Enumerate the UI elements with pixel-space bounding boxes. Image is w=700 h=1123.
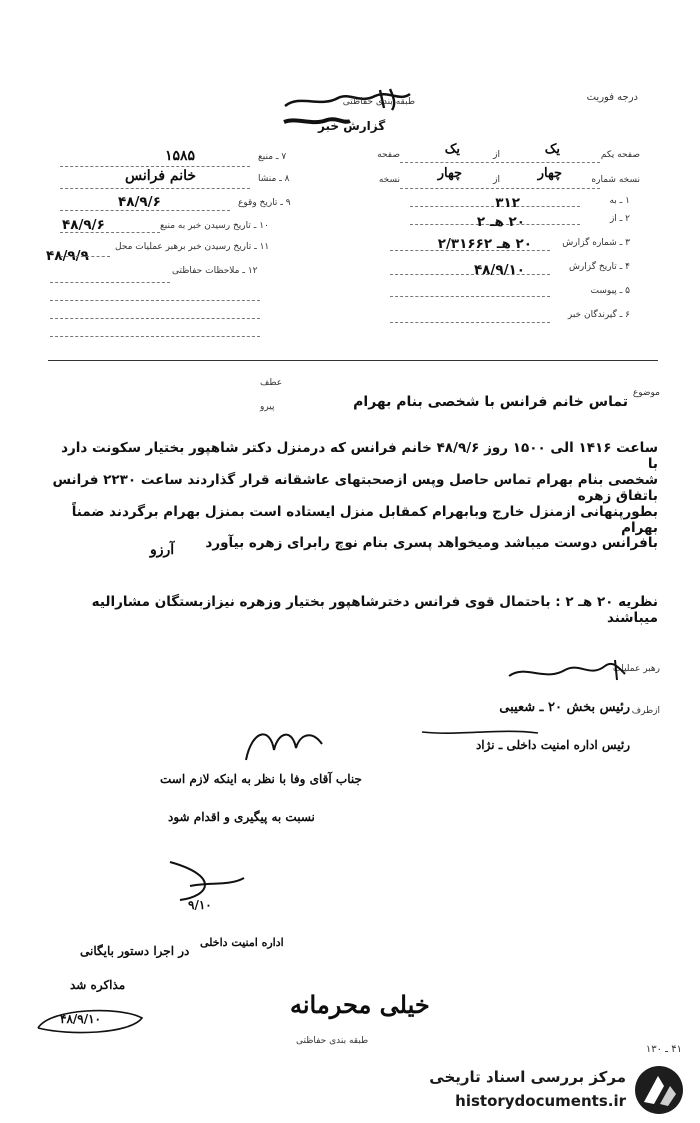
page-total: یک xyxy=(444,142,460,157)
admin-chief-signature: رئیس اداره امنیت داخلی ـ نژاد xyxy=(475,738,630,752)
source-label: ۷ ـ منبع xyxy=(258,152,287,162)
body-line-1: ساعت ۱۴۱۶ الی ۱۵۰۰ روز ۴۸/۹/۶ خانم فرانس که درمنزل دکتر شاهپور بختیار سکونت دارد با xyxy=(61,440,658,472)
copy-middle: از xyxy=(493,175,500,185)
bottom-margin-note-1: در اجرا دستور بایگانی xyxy=(80,944,190,958)
origin-label: ۸ ـ منشا xyxy=(258,174,290,184)
body-line-2: شخصی بنام بهرام تماس حاصل وپس ازصحبتهای عاشقانه قرار گذاردند ساعت ۲۲۳۰ فرانس باتفاق زهره xyxy=(52,472,658,504)
bottom-margin-note-2: اداره امنیت داخلی xyxy=(200,936,284,949)
watermark-url: historydocuments.ir xyxy=(455,1092,626,1110)
ref-label-2: پیرو xyxy=(260,402,275,412)
dept-prefix: ازطرف xyxy=(631,706,660,716)
occurrence-date-value: ۴۸/۹/۶ xyxy=(118,194,161,210)
body-line-4: بافرانس دوست میباشد ومیخواهد پسری بنام نوچ رابرای زهره بیآورد xyxy=(205,535,658,551)
occurrence-date-label: ۹ ـ تاریخ وقوع xyxy=(238,198,291,208)
page-middle: از xyxy=(493,150,500,160)
marginal-note-1: جناب آقای وفا با نظر به اینکه لازم است xyxy=(160,772,362,786)
classification-sub: طبقه بندی حفاظتی xyxy=(296,1036,369,1046)
source-receipt-value: ۴۸/۹/۶ xyxy=(62,217,105,233)
urgency-label: درجه فوریت xyxy=(586,92,638,103)
source-receipt-label: ۱۰ ـ تاریخ رسیدن خبر به منبع xyxy=(160,221,269,231)
attachment-label: ۵ ـ پیوست xyxy=(590,286,630,296)
leader-label: رهبر عملیات xyxy=(612,664,660,674)
report-number-value: ۲۰ هـ ۲ xyxy=(476,214,525,230)
bottom-date: ۴۸/۹/۱۰ xyxy=(60,1012,101,1026)
attachment-value: ۴۸/۹/۱۰ xyxy=(473,262,525,278)
analysis-line: نظریه ۲۰ هـ ۲ : باحتمال قوی فرانس دخترشاهپور بختیار وزهره نیزازبستگان مشارالیه میباشند xyxy=(91,594,658,626)
section-divider xyxy=(48,360,658,361)
report-date-value: ۲۰ هـ ۲/۳۱۶۶۲ xyxy=(437,236,532,252)
copy-value: چهار xyxy=(537,166,562,181)
marginal-note-2: نسبت به پیگیری و اقدام شود xyxy=(168,810,315,824)
section-chief-signature: رئیس بخش ۲۰ ـ شعیبی xyxy=(499,700,630,715)
copy-tail: نسخه xyxy=(378,175,400,185)
classification-stamp: خیلی محرمانه xyxy=(290,990,430,1019)
copy-label: نسخه شماره xyxy=(591,175,640,185)
source-value: ۱۵۸۵ xyxy=(165,148,196,164)
marginal-initial-scribble xyxy=(240,720,330,772)
ref-label-1: عطف xyxy=(260,378,283,388)
archive-logo-icon xyxy=(630,1064,688,1120)
bottom-margin-note-3: مذاکره شد xyxy=(70,978,126,992)
marginal-date: ۹/۱۰ xyxy=(188,898,212,912)
page-tail: صفحه xyxy=(377,150,400,160)
leader-receipt-value: ۴۸/۹/۹ xyxy=(46,248,89,264)
dept-line: طبقه بندی حفاظتی xyxy=(342,97,415,107)
leader-signature xyxy=(505,656,630,688)
body-handwritten-note: آرزو xyxy=(150,542,175,558)
field-from-label: ۲ ـ از xyxy=(609,214,630,224)
field-from-value: ۳۱۲ xyxy=(495,195,520,211)
recipients-label: ۶ ـ گیرندگان خبر xyxy=(567,310,630,320)
copy-total: چهار xyxy=(437,166,462,181)
watermark-title: مرکز بررسی اسناد تاریخی xyxy=(429,1068,626,1086)
document-code: ۴۱ ـ ۱۳۰ xyxy=(645,1044,682,1055)
field-to-label: ۱ ـ به xyxy=(609,196,630,206)
subject-label: موضوع xyxy=(632,388,660,398)
leader-receipt-label: ۱۱ ـ تاریخ رسیدن خبر برهبر عملیات محل xyxy=(115,242,270,252)
page-value: یک xyxy=(544,142,560,157)
report-number-label: ۳ ـ شماره گزارش xyxy=(562,238,630,248)
security-notes-label: ۱۲ ـ ملاحظات حفاظتی xyxy=(172,266,258,276)
report-date-label: ۴ ـ تاریخ گزارش xyxy=(568,262,630,272)
form-title: گزارش خبر xyxy=(318,119,386,133)
page-label: صفحه یکم xyxy=(600,150,640,160)
origin-value: خانم فرانس xyxy=(125,168,197,184)
subject-text: تماس خانم فرانس با شخصی بنام بهرام xyxy=(353,394,628,410)
body-line-3: بطورپنهانی ازمنزل خارج وبابهرام کمقابل منزل ایستاده است بمنزل بهرام برگردند ضمناً بهرام xyxy=(71,504,658,536)
